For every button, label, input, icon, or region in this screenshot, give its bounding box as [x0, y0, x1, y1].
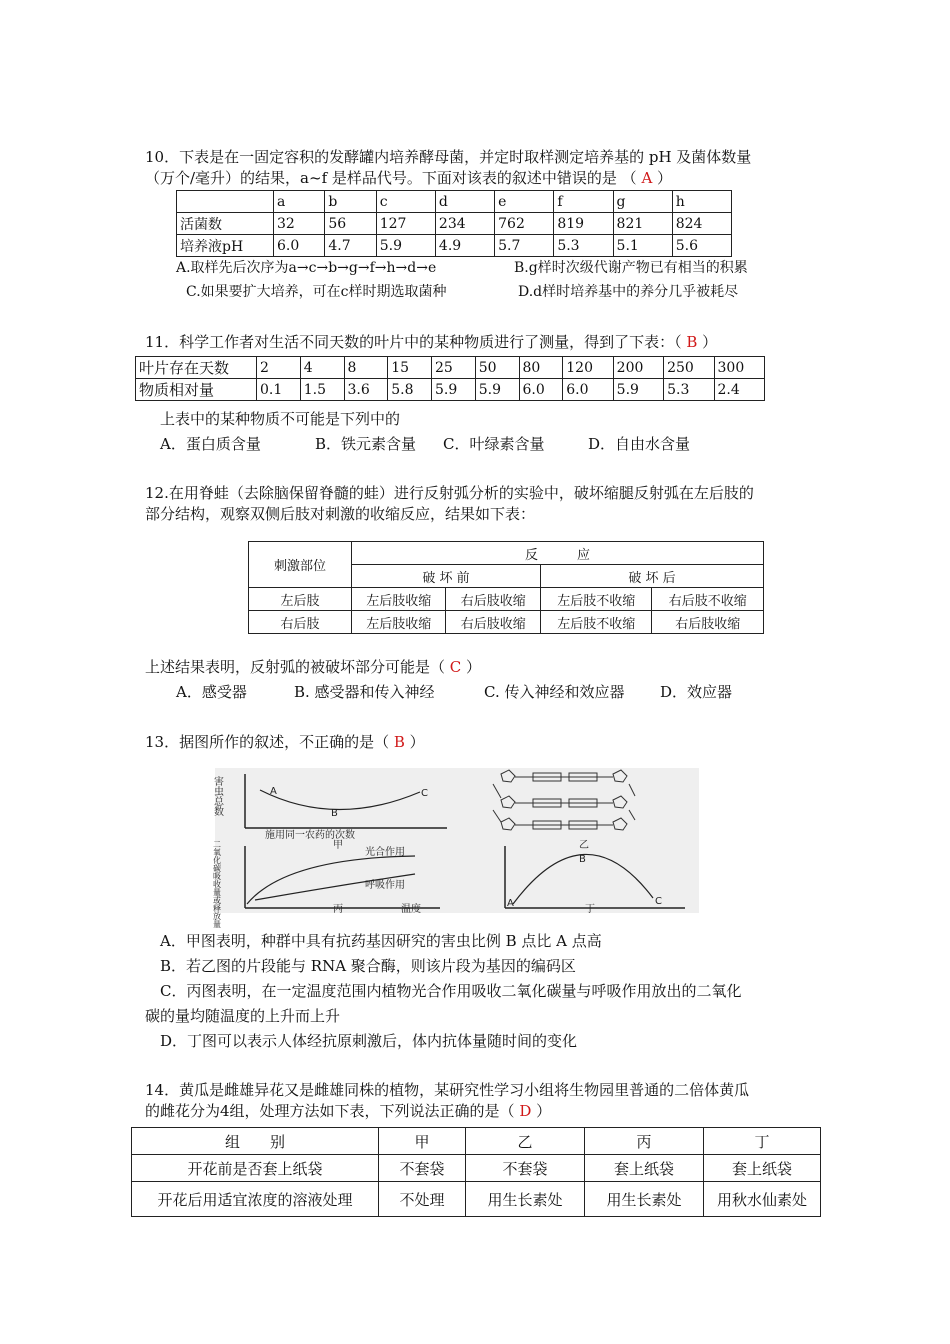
q10-stem: [145, 147, 815, 189]
table-row: 左后肢 左后肢收缩 右后肢收缩 左后肢不收缩 右后肢不收缩: [249, 588, 764, 611]
q14-stem-line1: 14．黄瓜是雌雄异花又是雌雄同株的植物，某研究性学习小组将生物园里普通的二倍体黄瓜: [145, 1081, 750, 1099]
q12-stem: [145, 483, 815, 525]
graph-jia: [212, 774, 448, 851]
q11-stem: 11．科学工作者对生活不同天数的叶片中的某种物质进行了测量，得到了下表：（ B ）: [145, 333, 718, 351]
q14-table: [131, 1127, 821, 1217]
table-row: 培养液pH 6.0 4.7 5.9 4.9 5.7 5.3 5.1 5.6: [177, 235, 732, 257]
q13-option-c-line1: C．丙图表明，在一定温度范围内植物光合作用吸收二氧化碳量与呼吸作用放出的二氧化: [160, 982, 742, 1000]
table-row: 右后肢 左后肢收缩 右后肢收缩 左后肢不收缩 右后肢收缩: [249, 611, 764, 634]
q10-table: [176, 190, 732, 257]
q12-result: 上述结果表明，反射弧的被破坏部分可能是（ C ）: [145, 658, 482, 676]
jia-point-a: A: [270, 786, 277, 797]
table-row: 活菌数 32 56 127 234 762 819 821 824: [177, 213, 732, 235]
bing-ylabel: 二氧化碳吸收量或释放量: [212, 840, 222, 928]
jia-point-b: B: [331, 808, 338, 819]
q13-option-b: B．若乙图的片段能与 RNA 聚合酶，则该片段为基因的编码区: [160, 957, 576, 975]
q11-answer: B: [686, 333, 698, 351]
table-row: 刺激部位 反 应: [249, 542, 764, 565]
q13-option-a: A．甲图表明，种群中具有抗药基因研究的害虫比例 B 点比 A 点高: [160, 932, 602, 950]
jia-name: 甲: [333, 840, 343, 851]
q12-stem-line1: 12.在用脊蛙（去除脑保留脊髓的蛙）进行反射弧分析的实验中，破坏缩腿反射弧在左后肢的: [145, 484, 754, 502]
q13-option-c-line2: 碳的量均随温度的上升而上升: [145, 1007, 341, 1025]
q10-option-a: A.取样先后次序为a→c→b→g→f→h→d→e: [176, 260, 437, 276]
q12-option-d: D．效应器: [660, 683, 733, 701]
q12-option-a: A．感受器: [176, 683, 247, 701]
q12-option-b: B. 感受器和传入神经: [294, 683, 435, 701]
q10-option-b: B.g样时次级代谢产物已有相当的积累: [514, 260, 748, 276]
ding-point-b: B: [579, 854, 586, 865]
yi-name: 乙: [579, 840, 589, 851]
bing-photosynthesis: 光合作用: [365, 847, 405, 858]
jia-point-c: C: [421, 788, 428, 799]
q13-option-d: D．丁图可以表示人体经抗原刺激后，体内抗体量随时间的变化: [160, 1032, 578, 1050]
q14-stem-line2: 的雌花分为4组，处理方法如下表，下列说法正确的是（ D ）: [145, 1102, 552, 1120]
q12-option-c: C. 传入神经和效应器: [484, 683, 625, 701]
jia-xlabel: 施用同一农药的次数: [265, 830, 355, 841]
q12-table: [248, 541, 764, 634]
table-row: 叶片存在天数 2 4 8 15 25 50 80 120 200 250 300: [136, 357, 765, 379]
q11-table: [135, 356, 765, 401]
q11-option-d: D．自由水含量: [588, 435, 691, 453]
q14-stem: [145, 1080, 815, 1122]
q12-stem-line2: 部分结构，观察双侧后肢对刺激的收缩反应，结果如下表：: [145, 505, 536, 523]
graph-bing: [213, 840, 441, 928]
q10-answer: A: [641, 169, 653, 187]
bing-respiration: 呼吸作用: [365, 880, 405, 891]
table-row: 物质相对量 0.1 1.5 3.6 5.8 5.9 5.9 6.0 6.0 5.9 5.3 2.4: [136, 379, 765, 401]
table-row: 组 别 甲 乙 丙 丁: [132, 1128, 821, 1155]
q10-option-c: C.如果要扩大培养，可在c样时期选取菌种: [186, 284, 447, 300]
q13-answer: B: [393, 733, 405, 751]
table-row: 开花前是否套上纸袋 不套袋 不套袋 套上纸袋 套上纸袋: [132, 1155, 821, 1182]
q14-answer: D: [519, 1102, 532, 1120]
q10-stem-line1: 10．下表是在一固定容积的发酵罐内培养酵母菌，并定时取样测定培养基的 pH 及菌体数量: [145, 148, 752, 166]
q13-figure: [211, 768, 699, 928]
bing-name: 丙: [333, 904, 343, 915]
q12-answer: C: [449, 658, 462, 676]
table-row: 开花后用适宜浓度的溶液处理 不处理 用生长素处 用生长素处 用秋水仙素处: [132, 1182, 821, 1217]
q11-option-c: C．叶绿素含量: [443, 435, 545, 453]
graph-yi: [493, 770, 635, 830]
ding-name: 丁: [585, 904, 595, 915]
q13-figure-svg: [211, 768, 699, 928]
bing-xlabel: 温度: [401, 904, 421, 915]
q11-option-b: B．铁元素含量: [315, 435, 417, 453]
ding-point-c: C: [655, 896, 662, 907]
q10-option-d: D.d样时培养基中的养分几乎被耗尽: [518, 284, 739, 300]
jia-ylabel: 害虫总数: [211, 776, 223, 816]
q11-option-a: A．蛋白质含量: [160, 435, 261, 453]
table-row: a b c d e f g h: [177, 191, 732, 213]
ding-point-a: A: [507, 898, 514, 909]
table-row: 破 坏 前 破 坏 后: [249, 565, 764, 588]
q10-stem-line2: （万个/毫升）的结果，a~f 是样品代号。下面对该表的叙述中错误的是 （ A ）: [145, 169, 673, 187]
q11-note: 上表中的某种物质不可能是下列中的: [160, 410, 401, 428]
q13-stem: 13．据图所作的叙述，不正确的是（ B ）: [145, 733, 425, 751]
graph-ding: [505, 846, 685, 915]
